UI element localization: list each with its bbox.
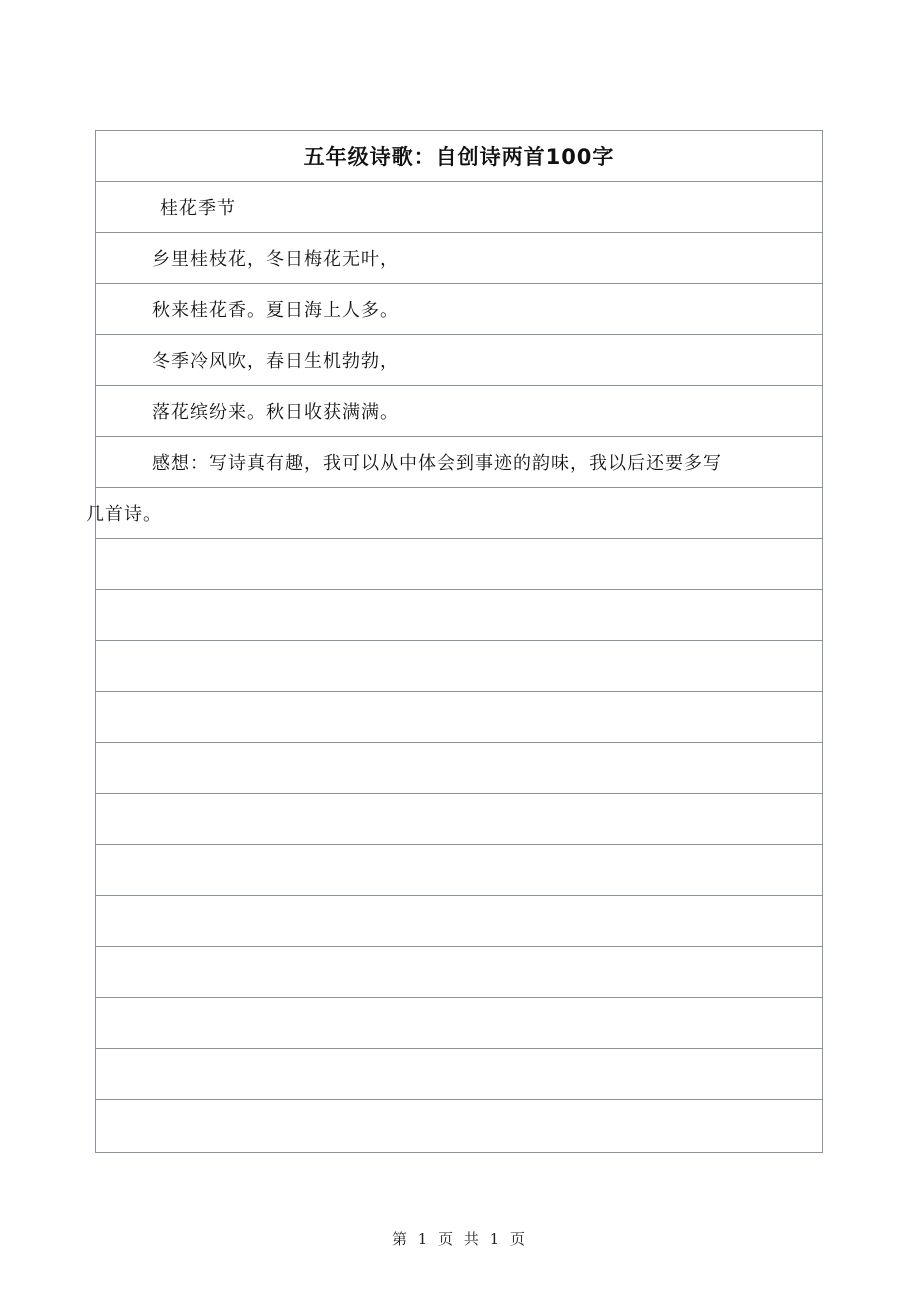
poem-line-row (96, 233, 822, 284)
poem-line-row (96, 284, 822, 335)
poem-line-row (96, 386, 822, 437)
page-footer: 第 1 页 共 1 页 (392, 1230, 528, 1248)
poem-line-1: 乡里桂枝花，冬日梅花无叶， (152, 249, 399, 270)
poem-title: 桂花季节 (160, 198, 236, 219)
empty-ruled-row (96, 998, 822, 1049)
reflection-line-2: 几首诗。 (86, 504, 162, 525)
poem-line-2: 秋来桂花香。夏日海上人多。 (152, 300, 399, 321)
empty-ruled-row (96, 590, 822, 641)
empty-ruled-row (96, 641, 822, 692)
reflection-line-row (96, 437, 822, 488)
empty-ruled-row (96, 692, 822, 743)
empty-ruled-row (96, 845, 822, 896)
poem-title-row (96, 182, 822, 233)
empty-ruled-row (96, 1100, 822, 1151)
empty-ruled-row (96, 1049, 822, 1100)
document-title: 五年级诗歌：自创诗两首100字 (303, 145, 615, 169)
empty-ruled-row (96, 947, 822, 998)
empty-ruled-row (96, 539, 822, 590)
reflection-line-1: 感想：写诗真有趣，我可以从中体会到事迹的韵味，我以后还要多写 (152, 453, 722, 474)
poem-line-3: 冬季冷风吹，春日生机勃勃， (152, 351, 399, 372)
poem-line-row (96, 335, 822, 386)
lined-writing-sheet (86, 130, 823, 1153)
empty-ruled-row (96, 794, 822, 845)
empty-ruled-row (96, 896, 822, 947)
document-title-row (96, 131, 822, 182)
reflection-continuation-row (86, 488, 822, 539)
empty-ruled-row (96, 743, 822, 794)
poem-line-4: 落花缤纷来。秋日收获满满。 (152, 402, 399, 423)
